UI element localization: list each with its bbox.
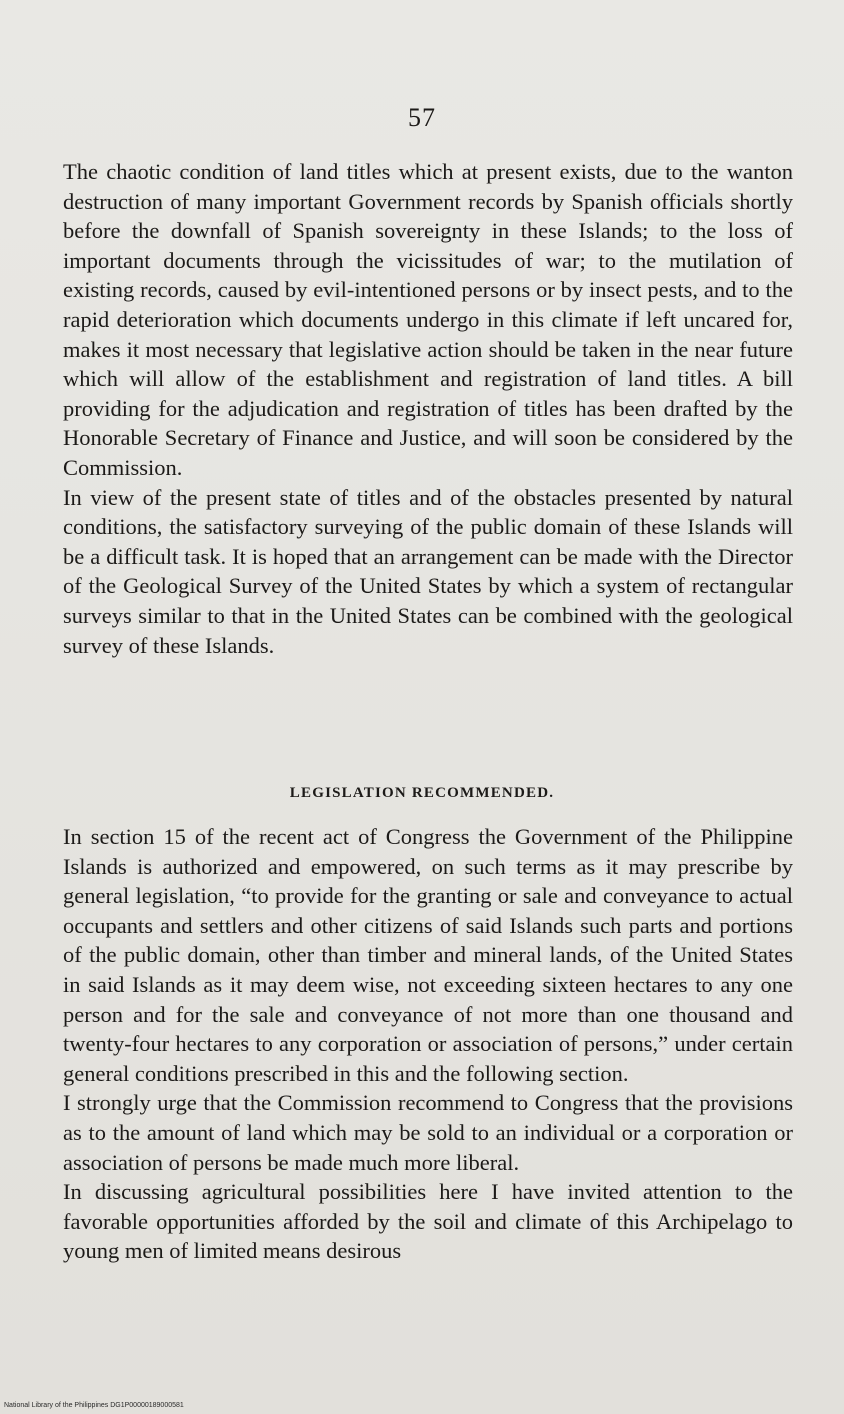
page-number: 57: [408, 103, 436, 132]
text-block-lower: [63, 822, 793, 1266]
paragraph-agricultural: In discussing agricultural possibilities here I have invited attention to the favorable opportunities afforded by the soil and climate of this Archipelago to young men of limited means desirous: [63, 1179, 793, 1264]
paragraph-land-titles: The chaotic condition of land titles which at present exists, due to the wanton destruction of many important Government records by Spanish officials shortly before the downfall of Spanish sovereignty in these Islands; to the loss of important documents through the vicissitudes of war; to the mutilation of existing records, caused by evil-intentioned persons or by insect pests, and to the rapid deterioration which documents undergo in this climate if left uncared for, makes it most necessary that legislative action should be taken in the near future which will allow of the establishment and registration of land titles. A bill providing for the adjudication and registration of titles has been drafted by the Honorable Secretary of Finance and Justice, and will soon be considered by the Commission.: [63, 159, 793, 480]
section-heading: LEGISLATION RECOMMENDED.: [289, 785, 555, 801]
paragraph-urge: I strongly urge that the Commission recommend to Congress that the provisions as to the amount of land which may be sold to an individual or a corporation or association of persons be made much more liberal.: [63, 1090, 793, 1175]
paragraph-section-15: In section 15 of the recent act of Congress the Government of the Philippine Islands is authorized and empowered, on such terms as it may prescribe by general legislation, “to provide for the granting or sale and conveyance to actual occupants and settlers and other citizens of said Islands such parts and portions of the public domain, other than timber and mineral lands, of the United States in said Islands as it may deem wise, not exceeding sixteen hectares to any one person and for the sale and conveyance of not more than one thousand and twenty-four hectares to any corporation or association of persons,” under certain general conditions prescribed in this and the following section.: [63, 824, 793, 1086]
library-footer: National Library of the Philippines DG1P00000189000581: [4, 1402, 184, 1409]
text-block-upper: [63, 157, 793, 660]
paragraph-survey: In view of the present state of titles and of the obstacles presented by natural conditions, the satisfactory surveying of the public domain of these Islands will be a difficult task. It is hoped that an arrangement can be made with the Director of the Geological Survey of the United States by which a system of rectangular surveys similar to that in the United States can be combined with the geological survey of these Islands.: [63, 484, 793, 658]
